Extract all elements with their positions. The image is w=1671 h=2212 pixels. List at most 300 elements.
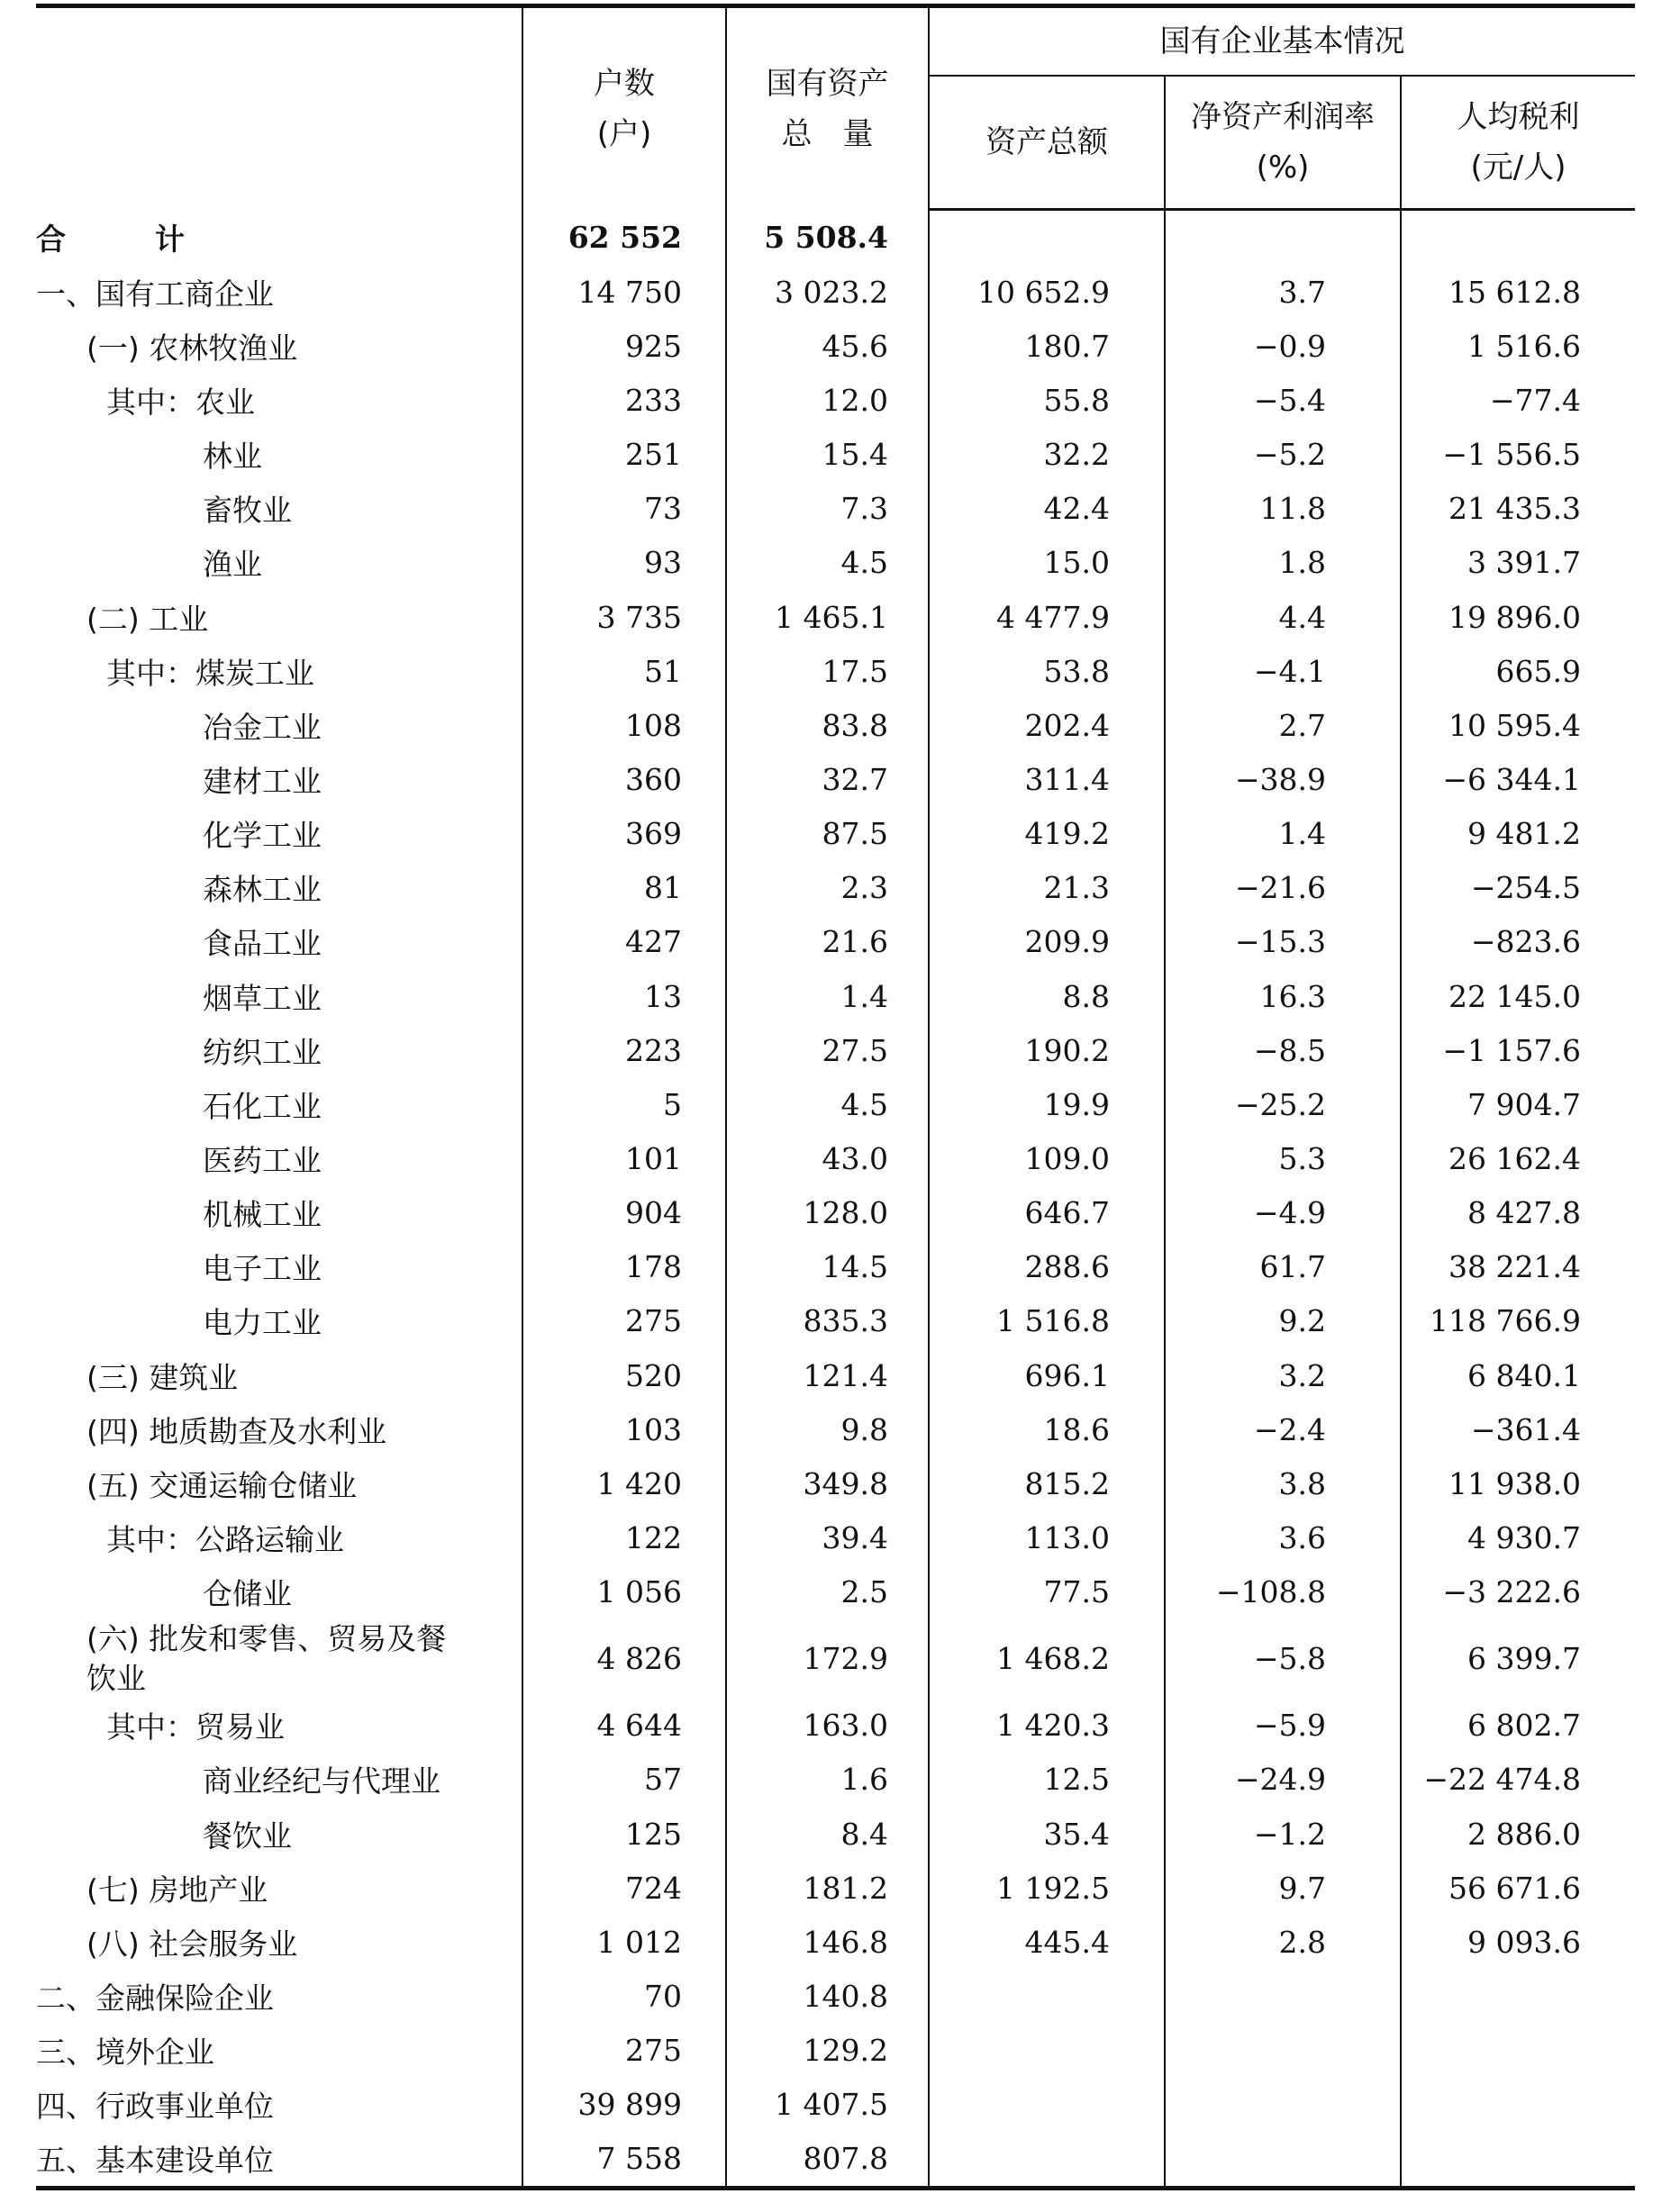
state-enterprise-table bbox=[36, 4, 1635, 2190]
state-assets-cell: 2.5 bbox=[726, 1565, 929, 1619]
profit-rate-cell: −0.9 bbox=[1165, 319, 1401, 373]
profit-rate-cell bbox=[1165, 2078, 1401, 2132]
row-label: 电力工业 bbox=[203, 1305, 322, 1341]
households-cell: 3 735 bbox=[522, 590, 726, 644]
total-assets-cell: 419.2 bbox=[929, 807, 1165, 861]
state-assets-cell: 45.6 bbox=[726, 319, 929, 373]
tax-per-capita-cell: −6 344.1 bbox=[1401, 752, 1635, 806]
table-row bbox=[36, 1969, 1635, 2023]
row-label-cell bbox=[36, 752, 522, 806]
row-label: (五) 交通运输仓储业 bbox=[86, 1467, 358, 1503]
total-assets-cell: 311.4 bbox=[929, 752, 1165, 806]
row-label-cell bbox=[36, 210, 522, 266]
households-cell: 1 056 bbox=[522, 1565, 726, 1619]
row-label: 四、行政事业单位 bbox=[36, 2089, 274, 2125]
state-assets-cell: 4.5 bbox=[726, 1077, 929, 1131]
row-label: 其中：煤炭工业 bbox=[106, 655, 314, 691]
profit-rate-cell: −4.9 bbox=[1165, 1186, 1401, 1240]
tax-per-capita-cell: 22 145.0 bbox=[1401, 969, 1635, 1023]
profit-rate-cell: −15.3 bbox=[1165, 915, 1401, 969]
state-assets-cell: 4.5 bbox=[726, 536, 929, 590]
row-label: 化学工业 bbox=[203, 818, 322, 854]
row-label: 合 计 bbox=[36, 221, 185, 257]
households-cell: 904 bbox=[522, 1186, 726, 1240]
tax-per-capita-cell: 19 896.0 bbox=[1401, 590, 1635, 644]
row-label-cell bbox=[36, 1565, 522, 1619]
households-cell: 125 bbox=[522, 1807, 726, 1861]
profit-rate-cell bbox=[1165, 2024, 1401, 2078]
profit-rate-cell: −108.8 bbox=[1165, 1565, 1401, 1619]
header-tax-per-capita-label: 人均税利 bbox=[1457, 99, 1580, 135]
row-label-cell bbox=[36, 1131, 522, 1185]
table-row bbox=[36, 1565, 1635, 1619]
households-cell: 93 bbox=[522, 536, 726, 590]
total-assets-cell: 15.0 bbox=[929, 536, 1165, 590]
row-label-cell bbox=[36, 969, 522, 1023]
row-label-cell bbox=[36, 482, 522, 536]
row-label: 林业 bbox=[203, 439, 262, 475]
row-label: 石化工业 bbox=[203, 1088, 322, 1124]
profit-rate-cell: 3.7 bbox=[1165, 265, 1401, 319]
table-row bbox=[36, 210, 1635, 266]
state-assets-cell: 9.8 bbox=[726, 1402, 929, 1456]
total-assets-cell: 180.7 bbox=[929, 319, 1165, 373]
total-assets-cell: 55.8 bbox=[929, 373, 1165, 427]
table-row bbox=[36, 1699, 1635, 1753]
row-label: 其中：公路运输业 bbox=[106, 1521, 344, 1557]
table-row bbox=[36, 1807, 1635, 1861]
total-assets-cell: 42.4 bbox=[929, 482, 1165, 536]
row-label-cell bbox=[36, 861, 522, 915]
total-assets-cell: 1 468.2 bbox=[929, 1619, 1165, 1699]
statistics-table-sheet bbox=[36, 4, 1635, 2190]
row-label: (四) 地质勘查及水利业 bbox=[86, 1413, 387, 1449]
households-cell: 51 bbox=[522, 644, 726, 698]
profit-rate-cell: 3.6 bbox=[1165, 1510, 1401, 1564]
households-cell: 360 bbox=[522, 752, 726, 806]
table-row bbox=[36, 915, 1635, 969]
profit-rate-cell: 2.7 bbox=[1165, 698, 1401, 752]
state-assets-cell: 15.4 bbox=[726, 428, 929, 482]
row-label: 食品工业 bbox=[203, 926, 322, 962]
row-label: (七) 房地产业 bbox=[86, 1872, 268, 1908]
total-assets-cell: 646.7 bbox=[929, 1186, 1165, 1240]
header-households-label: 户数 bbox=[594, 65, 655, 102]
profit-rate-cell: −5.8 bbox=[1165, 1619, 1401, 1699]
profit-rate-cell: −5.4 bbox=[1165, 373, 1401, 427]
tax-per-capita-cell: 2 886.0 bbox=[1401, 1807, 1635, 1861]
households-cell: 62 552 bbox=[522, 210, 726, 266]
row-label: 渔业 bbox=[203, 547, 262, 583]
row-label: 纺织工业 bbox=[203, 1034, 322, 1070]
tax-per-capita-cell: −3 222.6 bbox=[1401, 1565, 1635, 1619]
total-assets-cell: 12.5 bbox=[929, 1753, 1165, 1807]
tax-per-capita-cell: 6 802.7 bbox=[1401, 1699, 1635, 1753]
header-blank-cell bbox=[36, 6, 522, 210]
total-assets-cell: 8.8 bbox=[929, 969, 1165, 1023]
total-assets-cell: 19.9 bbox=[929, 1077, 1165, 1131]
households-cell: 73 bbox=[522, 482, 726, 536]
profit-rate-cell: −21.6 bbox=[1165, 861, 1401, 915]
header-group-title: 国有企业基本情况 bbox=[929, 6, 1635, 77]
table-row bbox=[36, 1915, 1635, 1969]
table-row bbox=[36, 698, 1635, 752]
table-row bbox=[36, 644, 1635, 698]
table-row bbox=[36, 428, 1635, 482]
tax-per-capita-cell: 6 840.1 bbox=[1401, 1348, 1635, 1402]
table-row bbox=[36, 861, 1635, 915]
tax-per-capita-cell: 38 221.4 bbox=[1401, 1240, 1635, 1294]
tax-per-capita-cell: 56 671.6 bbox=[1401, 1861, 1635, 1915]
total-assets-cell: 815.2 bbox=[929, 1456, 1165, 1510]
households-cell: 5 bbox=[522, 1077, 726, 1131]
tax-per-capita-cell bbox=[1401, 2078, 1635, 2132]
total-assets-cell: 209.9 bbox=[929, 915, 1165, 969]
state-assets-cell: 172.9 bbox=[726, 1619, 929, 1699]
total-assets-cell: 10 652.9 bbox=[929, 265, 1165, 319]
row-label-cell bbox=[36, 590, 522, 644]
table-row bbox=[36, 590, 1635, 644]
profit-rate-cell: 9.2 bbox=[1165, 1294, 1401, 1348]
row-label: 森林工业 bbox=[203, 872, 322, 908]
households-cell: 14 750 bbox=[522, 265, 726, 319]
total-assets-cell: 1 516.8 bbox=[929, 1294, 1165, 1348]
profit-rate-cell: 61.7 bbox=[1165, 1240, 1401, 1294]
profit-rate-cell: 2.8 bbox=[1165, 1915, 1401, 1969]
row-label: 其中：贸易业 bbox=[106, 1709, 285, 1745]
tax-per-capita-cell bbox=[1401, 210, 1635, 266]
tax-per-capita-cell: −1 556.5 bbox=[1401, 428, 1635, 482]
table-row bbox=[36, 1753, 1635, 1807]
tax-per-capita-cell: 21 435.3 bbox=[1401, 482, 1635, 536]
total-assets-cell: 445.4 bbox=[929, 1915, 1165, 1969]
row-label-cell bbox=[36, 1348, 522, 1402]
state-assets-cell: 32.7 bbox=[726, 752, 929, 806]
header-households-unit: (户) bbox=[596, 115, 652, 152]
households-cell: 4 826 bbox=[522, 1619, 726, 1699]
tax-per-capita-cell: 4 930.7 bbox=[1401, 1510, 1635, 1564]
households-cell: 275 bbox=[522, 2024, 726, 2078]
tax-per-capita-cell: −22 474.8 bbox=[1401, 1753, 1635, 1807]
table-row bbox=[36, 752, 1635, 806]
tax-per-capita-cell: 3 391.7 bbox=[1401, 536, 1635, 590]
total-assets-cell: 32.2 bbox=[929, 428, 1165, 482]
profit-rate-cell: 11.8 bbox=[1165, 482, 1401, 536]
tax-per-capita-cell: 26 162.4 bbox=[1401, 1131, 1635, 1185]
households-cell: 1 012 bbox=[522, 1915, 726, 1969]
total-assets-cell: 53.8 bbox=[929, 644, 1165, 698]
profit-rate-cell: 9.7 bbox=[1165, 1861, 1401, 1915]
tax-per-capita-cell: −77.4 bbox=[1401, 373, 1635, 427]
header-tax-per-capita-unit: (元/人) bbox=[1470, 150, 1567, 186]
total-assets-cell: 202.4 bbox=[929, 698, 1165, 752]
row-label-cell bbox=[36, 319, 522, 373]
profit-rate-cell: −24.9 bbox=[1165, 1753, 1401, 1807]
row-label: 商业经纪与代理业 bbox=[203, 1763, 440, 1800]
row-label: 畜牧业 bbox=[203, 493, 292, 529]
row-label-cell bbox=[36, 644, 522, 698]
state-assets-cell: 14.5 bbox=[726, 1240, 929, 1294]
table-row bbox=[36, 2132, 1635, 2189]
row-label: 冶金工业 bbox=[203, 709, 322, 745]
tax-per-capita-cell bbox=[1401, 2132, 1635, 2189]
state-assets-cell: 12.0 bbox=[726, 373, 929, 427]
row-label: 烟草工业 bbox=[203, 980, 322, 1016]
households-cell: 13 bbox=[522, 969, 726, 1023]
row-label-cell bbox=[36, 1023, 522, 1077]
state-assets-cell: 43.0 bbox=[726, 1131, 929, 1185]
profit-rate-cell: −5.2 bbox=[1165, 428, 1401, 482]
tax-per-capita-cell: −823.6 bbox=[1401, 915, 1635, 969]
table-header bbox=[36, 6, 1635, 210]
tax-per-capita-cell bbox=[1401, 1969, 1635, 2023]
state-assets-cell: 181.2 bbox=[726, 1861, 929, 1915]
tax-per-capita-cell: 15 612.8 bbox=[1401, 265, 1635, 319]
row-label: (六) 批发和零售、贸易及餐饮业 bbox=[86, 1620, 447, 1696]
row-label-cell bbox=[36, 1510, 522, 1564]
row-label-cell bbox=[36, 1402, 522, 1456]
row-label-cell bbox=[36, 1186, 522, 1240]
table-row bbox=[36, 1510, 1635, 1564]
row-label-cell bbox=[36, 1807, 522, 1861]
table-row bbox=[36, 1456, 1635, 1510]
tax-per-capita-cell: −1 157.6 bbox=[1401, 1023, 1635, 1077]
tax-per-capita-cell: 8 427.8 bbox=[1401, 1186, 1635, 1240]
state-assets-cell: 349.8 bbox=[726, 1456, 929, 1510]
households-cell: 724 bbox=[522, 1861, 726, 1915]
total-assets-cell: 113.0 bbox=[929, 1510, 1165, 1564]
tax-per-capita-cell: 9 481.2 bbox=[1401, 807, 1635, 861]
row-label: 机械工业 bbox=[203, 1197, 322, 1233]
row-label: 一、国有工商企业 bbox=[36, 276, 274, 312]
profit-rate-cell: 5.3 bbox=[1165, 1131, 1401, 1185]
state-assets-cell: 2.3 bbox=[726, 861, 929, 915]
row-label-cell bbox=[36, 1915, 522, 1969]
tax-per-capita-cell bbox=[1401, 2024, 1635, 2078]
state-assets-cell: 835.3 bbox=[726, 1294, 929, 1348]
table-row bbox=[36, 319, 1635, 373]
table-row bbox=[36, 2024, 1635, 2078]
row-label-cell bbox=[36, 265, 522, 319]
households-cell: 70 bbox=[522, 1969, 726, 2023]
row-label-cell bbox=[36, 1294, 522, 1348]
table-body bbox=[36, 210, 1635, 2189]
total-assets-cell: 35.4 bbox=[929, 1807, 1165, 1861]
profit-rate-cell: 1.8 bbox=[1165, 536, 1401, 590]
row-label-cell bbox=[36, 373, 522, 427]
total-assets-cell bbox=[929, 1969, 1165, 2023]
tax-per-capita-cell: 6 399.7 bbox=[1401, 1619, 1635, 1699]
state-assets-cell: 163.0 bbox=[726, 1699, 929, 1753]
profit-rate-cell bbox=[1165, 1969, 1401, 2023]
state-assets-cell: 1 465.1 bbox=[726, 590, 929, 644]
row-label: (八) 社会服务业 bbox=[86, 1926, 298, 1962]
households-cell: 101 bbox=[522, 1131, 726, 1185]
total-assets-cell: 77.5 bbox=[929, 1565, 1165, 1619]
row-label-cell bbox=[36, 807, 522, 861]
total-assets-cell: 1 420.3 bbox=[929, 1699, 1165, 1753]
table-row bbox=[36, 373, 1635, 427]
households-cell: 122 bbox=[522, 1510, 726, 1564]
row-label: 餐饮业 bbox=[203, 1818, 292, 1854]
state-assets-cell: 1.4 bbox=[726, 969, 929, 1023]
table-row bbox=[36, 1023, 1635, 1077]
households-cell: 81 bbox=[522, 861, 726, 915]
households-cell: 427 bbox=[522, 915, 726, 969]
row-label: 建材工业 bbox=[203, 763, 322, 799]
table-row bbox=[36, 1240, 1635, 1294]
row-label-cell bbox=[36, 915, 522, 969]
households-cell: 369 bbox=[522, 807, 726, 861]
state-assets-cell: 21.6 bbox=[726, 915, 929, 969]
header-profit-rate-unit: (%) bbox=[1256, 150, 1310, 186]
row-label-cell bbox=[36, 1619, 522, 1699]
households-cell: 1 420 bbox=[522, 1456, 726, 1510]
total-assets-cell: 4 477.9 bbox=[929, 590, 1165, 644]
row-label-cell bbox=[36, 2078, 522, 2132]
profit-rate-cell: 16.3 bbox=[1165, 969, 1401, 1023]
row-label-cell bbox=[36, 1753, 522, 1807]
header-profit-rate bbox=[1165, 76, 1401, 210]
households-cell: 4 644 bbox=[522, 1699, 726, 1753]
households-cell: 39 899 bbox=[522, 2078, 726, 2132]
row-label-cell bbox=[36, 2024, 522, 2078]
row-label-cell bbox=[36, 1456, 522, 1510]
table-row bbox=[36, 1294, 1635, 1348]
total-assets-cell: 1 192.5 bbox=[929, 1861, 1165, 1915]
table-row bbox=[36, 1077, 1635, 1131]
tax-per-capita-cell: 1 516.6 bbox=[1401, 319, 1635, 373]
state-assets-cell: 1 407.5 bbox=[726, 2078, 929, 2132]
table-row bbox=[36, 1861, 1635, 1915]
table-row bbox=[36, 1186, 1635, 1240]
state-assets-cell: 129.2 bbox=[726, 2024, 929, 2078]
tax-per-capita-cell: 118 766.9 bbox=[1401, 1294, 1635, 1348]
total-assets-cell: 288.6 bbox=[929, 1240, 1165, 1294]
total-assets-cell: 21.3 bbox=[929, 861, 1165, 915]
total-assets-cell: 190.2 bbox=[929, 1023, 1165, 1077]
row-label: 三、境外企业 bbox=[36, 2035, 214, 2071]
profit-rate-cell: −2.4 bbox=[1165, 1402, 1401, 1456]
row-label: (一) 农林牧渔业 bbox=[86, 330, 298, 366]
profit-rate-cell: 1.4 bbox=[1165, 807, 1401, 861]
table-row bbox=[36, 482, 1635, 536]
tax-per-capita-cell: 9 093.6 bbox=[1401, 1915, 1635, 1969]
row-label-cell bbox=[36, 1861, 522, 1915]
tax-per-capita-cell: 665.9 bbox=[1401, 644, 1635, 698]
table-row bbox=[36, 807, 1635, 861]
header-total-assets: 资产总额 bbox=[929, 76, 1165, 210]
table-row bbox=[36, 1619, 1635, 1699]
row-label: 五、基本建设单位 bbox=[36, 2143, 274, 2179]
row-label-cell bbox=[36, 1240, 522, 1294]
tax-per-capita-cell: −361.4 bbox=[1401, 1402, 1635, 1456]
state-assets-cell: 17.5 bbox=[726, 644, 929, 698]
table-row bbox=[36, 1131, 1635, 1185]
profit-rate-cell: −38.9 bbox=[1165, 752, 1401, 806]
state-assets-cell: 3 023.2 bbox=[726, 265, 929, 319]
households-cell: 223 bbox=[522, 1023, 726, 1077]
state-assets-cell: 8.4 bbox=[726, 1807, 929, 1861]
table-row bbox=[36, 2078, 1635, 2132]
households-cell: 520 bbox=[522, 1348, 726, 1402]
header-households bbox=[522, 6, 726, 210]
state-assets-cell: 128.0 bbox=[726, 1186, 929, 1240]
row-label: 电子工业 bbox=[203, 1251, 322, 1287]
tax-per-capita-cell: 11 938.0 bbox=[1401, 1456, 1635, 1510]
row-label: 医药工业 bbox=[203, 1142, 322, 1178]
header-state-assets-line1: 国有资产 bbox=[766, 65, 889, 102]
profit-rate-cell: −8.5 bbox=[1165, 1023, 1401, 1077]
total-assets-cell bbox=[929, 2024, 1165, 2078]
state-assets-cell: 5 508.4 bbox=[726, 210, 929, 266]
total-assets-cell bbox=[929, 2132, 1165, 2189]
state-assets-cell: 83.8 bbox=[726, 698, 929, 752]
profit-rate-cell: −4.1 bbox=[1165, 644, 1401, 698]
total-assets-cell: 109.0 bbox=[929, 1131, 1165, 1185]
row-label-cell bbox=[36, 698, 522, 752]
table-row bbox=[36, 969, 1635, 1023]
total-assets-cell bbox=[929, 210, 1165, 266]
households-cell: 233 bbox=[522, 373, 726, 427]
households-cell: 108 bbox=[522, 698, 726, 752]
total-assets-cell: 18.6 bbox=[929, 1402, 1165, 1456]
state-assets-cell: 140.8 bbox=[726, 1969, 929, 2023]
table-row bbox=[36, 265, 1635, 319]
profit-rate-cell: −5.9 bbox=[1165, 1699, 1401, 1753]
table-row bbox=[36, 1348, 1635, 1402]
profit-rate-cell: 3.2 bbox=[1165, 1348, 1401, 1402]
total-assets-cell: 696.1 bbox=[929, 1348, 1165, 1402]
row-label: 二、金融保险企业 bbox=[36, 1980, 274, 2016]
tax-per-capita-cell: 10 595.4 bbox=[1401, 698, 1635, 752]
state-assets-cell: 39.4 bbox=[726, 1510, 929, 1564]
profit-rate-cell: −25.2 bbox=[1165, 1077, 1401, 1131]
tax-per-capita-cell: 7 904.7 bbox=[1401, 1077, 1635, 1131]
state-assets-cell: 1.6 bbox=[726, 1753, 929, 1807]
state-assets-cell: 27.5 bbox=[726, 1023, 929, 1077]
row-label: (二) 工业 bbox=[86, 601, 209, 637]
profit-rate-cell: 4.4 bbox=[1165, 590, 1401, 644]
header-profit-rate-label: 净资产利润率 bbox=[1191, 99, 1375, 135]
households-cell: 57 bbox=[522, 1753, 726, 1807]
state-assets-cell: 146.8 bbox=[726, 1915, 929, 1969]
row-label: 其中：农业 bbox=[106, 384, 255, 420]
header-tax-per-capita bbox=[1401, 76, 1635, 210]
row-label-cell bbox=[36, 2132, 522, 2189]
households-cell: 251 bbox=[522, 428, 726, 482]
row-label: 仓储业 bbox=[203, 1576, 292, 1612]
row-label-cell bbox=[36, 1969, 522, 2023]
state-assets-cell: 121.4 bbox=[726, 1348, 929, 1402]
profit-rate-cell bbox=[1165, 2132, 1401, 2189]
header-state-assets-line2: 总 量 bbox=[781, 115, 874, 152]
state-assets-cell: 7.3 bbox=[726, 482, 929, 536]
table-row bbox=[36, 1402, 1635, 1456]
households-cell: 925 bbox=[522, 319, 726, 373]
row-label-cell bbox=[36, 1699, 522, 1753]
total-assets-cell bbox=[929, 2078, 1165, 2132]
profit-rate-cell: −1.2 bbox=[1165, 1807, 1401, 1861]
row-label: (三) 建筑业 bbox=[86, 1359, 239, 1395]
tax-per-capita-cell: −254.5 bbox=[1401, 861, 1635, 915]
profit-rate-cell bbox=[1165, 210, 1401, 266]
households-cell: 103 bbox=[522, 1402, 726, 1456]
households-cell: 275 bbox=[522, 1294, 726, 1348]
state-assets-cell: 807.8 bbox=[726, 2132, 929, 2189]
header-state-assets bbox=[726, 6, 929, 210]
households-cell: 178 bbox=[522, 1240, 726, 1294]
